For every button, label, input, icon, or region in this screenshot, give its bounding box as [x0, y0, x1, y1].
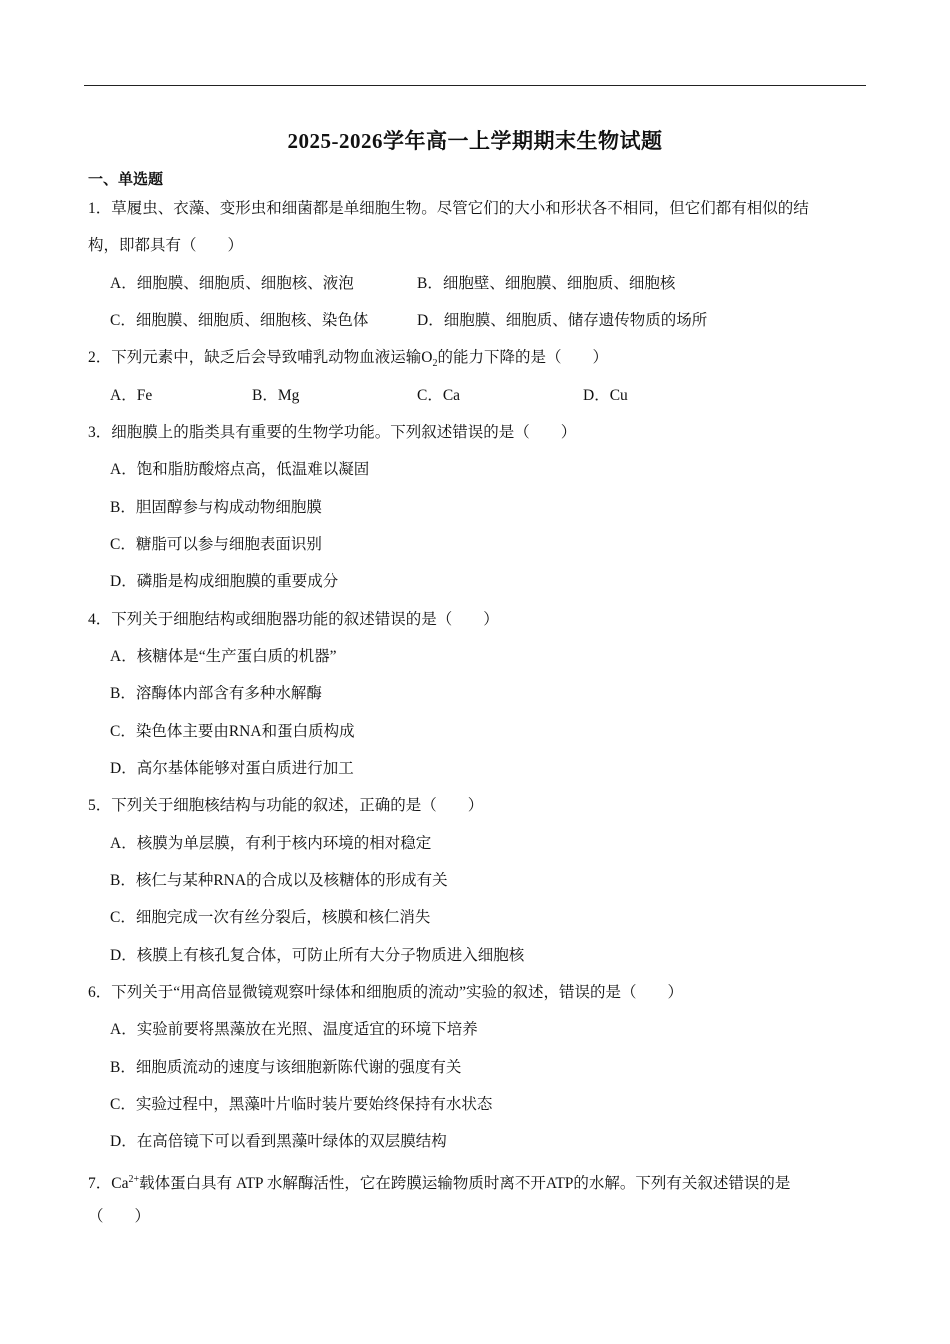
question-6-stem: 6．下列关于“用高倍显微镜观察叶绿体和细胞质的流动”实验的叙述，错误的是（ ）: [88, 984, 684, 1001]
question-3-option-c: C．糖脂可以参与细胞表面识别: [110, 536, 322, 553]
question-4-option-d: D．高尔基体能够对蛋白质进行加工: [110, 760, 354, 777]
calcium-superscript: 2+: [128, 1174, 140, 1185]
question-5-option-a: A．核膜为单层膜，有利于核内环境的相对稳定: [110, 835, 432, 852]
question-6-option-c: C．实验过程中，黑藻叶片临时装片要始终保持有水状态: [110, 1096, 493, 1113]
question-1-stem: 1．草履虫、衣藻、变形虫和细菌都是单细胞生物。尽管它们的大小和形状各不相同，但它们都有相似的结: [88, 200, 809, 217]
header-rule: [84, 85, 866, 86]
question-5-stem: 5．下列关于细胞核结构与功能的叙述，正确的是（ ）: [88, 797, 484, 814]
question-6-option-d: D．在高倍镜下可以看到黑藻叶绿体的双层膜结构: [110, 1133, 447, 1150]
question-7-stem-tail: 载体蛋白具有 ATP 水解酶活性，它在跨膜运输物质时离不开ATP的水解。下列有关叙述错误的是: [139, 1175, 791, 1193]
question-2-stem-text: 2．下列元素中，缺乏后会导致哺乳动物血液运输O: [88, 349, 433, 366]
question-2-stem-tail: 的能力下降的是（ ）: [437, 349, 608, 366]
question-1-option-c: C．细胞膜、细胞质、细胞核、染色体: [110, 312, 369, 329]
question-1-stem-cont: 构，即都具有（ ）: [88, 237, 244, 254]
section-heading: 一、单选题: [88, 172, 164, 188]
question-4-option-a: A．核糖体是“生产蛋白质的机器”: [110, 648, 337, 665]
question-1-option-b: B．细胞壁、细胞膜、细胞质、细胞核: [417, 275, 676, 292]
question-2-stem: [88, 348, 608, 374]
page-title: 2025-2026学年高一上学期期末生物试题: [287, 129, 663, 153]
question-7-stem-text: 7．Ca: [88, 1175, 129, 1193]
question-4-stem: 4．下列关于细胞结构或细胞器功能的叙述错误的是（ ）: [88, 611, 499, 628]
question-2-option-b: B．Mg: [252, 387, 300, 404]
oxygen-subscript: 2: [432, 358, 438, 370]
question-7-stem: [88, 1170, 790, 1194]
question-3-option-a: A．饱和脂肪酸熔点高，低温难以凝固: [110, 461, 370, 478]
question-5-option-c: C．细胞完成一次有丝分裂后，核膜和核仁消失: [110, 909, 431, 926]
question-3-stem: 3．细胞膜上的脂类具有重要的生物学功能。下列叙述错误的是（ ）: [88, 424, 577, 441]
question-1-option-a: A．细胞膜、细胞质、细胞核、液泡: [110, 275, 354, 292]
question-5-option-b: B．核仁与某种RNA的合成以及核糖体的形成有关: [110, 872, 448, 889]
question-3-option-b: B．胆固醇参与构成动物细胞膜: [110, 499, 322, 516]
question-4-option-b: B．溶酶体内部含有多种水解酶: [110, 685, 322, 702]
question-2-option-c: C．Ca: [417, 387, 461, 404]
question-2-option-d: D．Cu: [583, 387, 628, 404]
question-6-option-a: A．实验前要将黑藻放在光照、温度适宜的环境下培养: [110, 1021, 478, 1038]
question-2-option-a: A．Fe: [110, 387, 153, 404]
question-5-option-d: D．核膜上有核孔复合体，可防止所有大分子物质进入细胞核: [110, 947, 525, 964]
question-4-option-c: C．染色体主要由RNA和蛋白质构成: [110, 723, 355, 740]
question-6-option-b: B．细胞质流动的速度与该细胞新陈代谢的强度有关: [110, 1059, 462, 1076]
question-1-option-d: D．细胞膜、细胞质、储存遗传物质的场所: [417, 312, 708, 329]
question-7-stem-cont: （ ）: [88, 1208, 151, 1225]
question-3-option-d: D．磷脂是构成细胞膜的重要成分: [110, 573, 339, 590]
